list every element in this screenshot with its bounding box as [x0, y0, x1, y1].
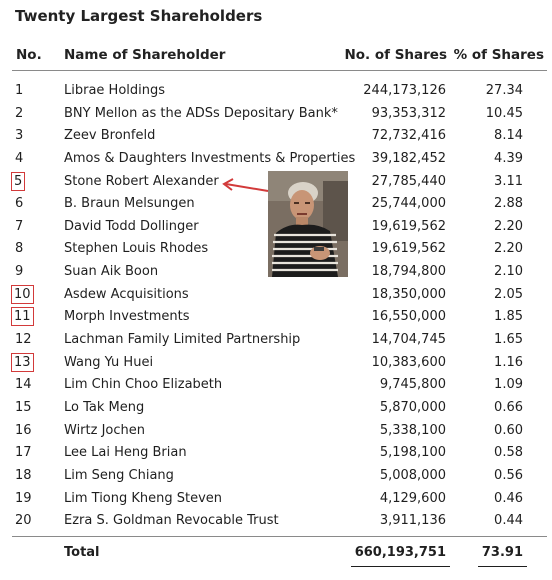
table-row [0, 420, 552, 443]
shareholder-name: Wang Yu Huei [64, 354, 154, 370]
shareholder-name: Amos & Daughters Investments & Properties [64, 150, 356, 166]
table-row [0, 125, 552, 148]
table-row [0, 465, 552, 488]
table-row [0, 148, 552, 171]
share-percent: 1.85 [494, 309, 523, 325]
share-percent: 0.46 [494, 490, 523, 506]
table-row [0, 397, 552, 420]
page-title: Twenty Largest Shareholders [15, 7, 263, 25]
shareholder-name: Lo Tak Meng [64, 399, 145, 415]
share-count: 27,785,440 [371, 173, 446, 189]
header-shares: No. of Shares [344, 47, 447, 63]
shareholder-name: BNY Mellon as the ADSs Depositary Bank* [64, 105, 338, 121]
share-percent: 1.16 [494, 354, 523, 370]
row-number: 3 [15, 128, 24, 144]
share-count: 5,198,100 [379, 445, 446, 461]
shareholder-name: Lim Seng Chiang [64, 467, 174, 483]
share-percent: 1.09 [494, 377, 523, 393]
row-number: 11 [11, 307, 34, 326]
share-count: 5,338,100 [379, 422, 446, 438]
share-count: 3,911,136 [379, 513, 446, 529]
header-no: No. [16, 47, 42, 63]
share-count: 5,870,000 [379, 399, 446, 415]
row-number: 4 [15, 150, 24, 166]
share-count: 39,182,452 [371, 150, 446, 166]
portrait-photo [268, 171, 348, 277]
row-number: 12 [15, 332, 32, 348]
share-count: 18,794,800 [371, 264, 446, 280]
total-label: Total [64, 545, 100, 560]
total-percent: 73.91 [481, 545, 523, 560]
table-row [0, 284, 552, 307]
total-divider [12, 536, 547, 537]
shareholder-name: Librae Holdings [64, 83, 166, 98]
table-row [0, 488, 552, 511]
shareholder-name: Ezra S. Goldman Revocable Trust [64, 513, 279, 529]
row-number: 10 [11, 285, 34, 304]
shareholder-name: Lachman Family Limited Partnership [64, 332, 301, 348]
table-row [0, 510, 552, 533]
shareholder-name: Zeev Bronfeld [64, 128, 156, 144]
total-shares-underline [351, 566, 450, 567]
share-percent: 2.20 [494, 218, 523, 234]
header-name: Name of Shareholder [64, 47, 226, 63]
row-number: 17 [15, 445, 32, 461]
row-number: 8 [15, 241, 24, 257]
share-percent: 27.34 [485, 83, 523, 98]
row-number: 9 [15, 264, 24, 280]
shareholder-name: Lim Tiong Kheng Steven [64, 490, 223, 506]
arrow-left-icon [220, 176, 270, 196]
share-percent: 10.45 [485, 105, 523, 121]
share-count: 244,173,126 [363, 83, 446, 98]
share-percent: 1.65 [494, 332, 523, 348]
share-percent: 2.05 [494, 286, 523, 302]
table-row [0, 442, 552, 465]
share-count: 9,745,800 [379, 377, 446, 393]
header-divider [12, 70, 547, 71]
shareholder-name: Suan Aik Boon [64, 264, 159, 280]
row-number: 20 [15, 513, 32, 529]
row-number: 19 [15, 490, 32, 506]
shareholder-name: Wirtz Jochen [64, 422, 145, 438]
share-count: 10,383,600 [371, 354, 446, 370]
share-count: 18,350,000 [371, 286, 446, 302]
share-percent: 2.88 [494, 196, 523, 212]
row-number: 15 [15, 399, 32, 415]
share-count: 72,732,416 [371, 128, 446, 144]
table-row [0, 306, 552, 329]
table-row [0, 80, 552, 103]
share-count: 16,550,000 [371, 309, 446, 325]
share-count: 4,129,600 [379, 490, 446, 506]
row-number: 16 [15, 422, 32, 438]
shareholder-name: David Todd Dollinger [64, 218, 199, 234]
share-percent: 0.66 [494, 399, 523, 415]
share-count: 19,619,562 [371, 218, 446, 234]
row-number: 6 [15, 196, 24, 212]
table-row [0, 103, 552, 126]
shareholder-name: Stephen Louis Rhodes [64, 241, 209, 257]
table-row [0, 329, 552, 352]
row-number: 2 [15, 105, 24, 121]
share-percent: 2.20 [494, 241, 523, 257]
share-count: 19,619,562 [371, 241, 446, 257]
share-count: 25,744,000 [371, 196, 446, 212]
shareholder-table [0, 80, 552, 533]
shareholder-name: Lee Lai Heng Brian [64, 445, 187, 461]
shareholder-name: Morph Investments [64, 309, 190, 325]
share-count: 93,353,312 [371, 105, 446, 121]
row-number: 1 [15, 83, 24, 98]
row-number: 5 [11, 172, 25, 191]
share-percent: 4.39 [494, 150, 523, 166]
portrait-image [268, 171, 348, 277]
shareholder-name: Lim Chin Choo Elizabeth [64, 377, 223, 393]
row-number: 13 [11, 353, 34, 372]
total-shares: 660,193,751 [354, 545, 446, 560]
row-number: 14 [15, 377, 32, 393]
share-percent: 0.44 [494, 513, 523, 529]
share-percent: 0.58 [494, 445, 523, 461]
share-percent: 0.60 [494, 422, 523, 438]
shareholder-name: Stone Robert Alexander [64, 173, 219, 189]
share-percent: 2.10 [494, 264, 523, 280]
total-percent-underline [478, 566, 527, 567]
shareholder-name: B. Braun Melsungen [64, 196, 195, 212]
share-percent: 3.11 [494, 173, 523, 189]
row-number: 7 [15, 218, 24, 234]
share-count: 5,008,000 [379, 467, 446, 483]
share-percent: 8.14 [494, 128, 523, 144]
row-number: 18 [15, 467, 32, 483]
shareholder-name: Asdew Acquisitions [64, 286, 189, 302]
table-row [0, 352, 552, 375]
header-percent: % of Shares [453, 47, 544, 63]
share-count: 14,704,745 [371, 332, 446, 348]
table-row [0, 374, 552, 397]
share-percent: 0.56 [494, 467, 523, 483]
